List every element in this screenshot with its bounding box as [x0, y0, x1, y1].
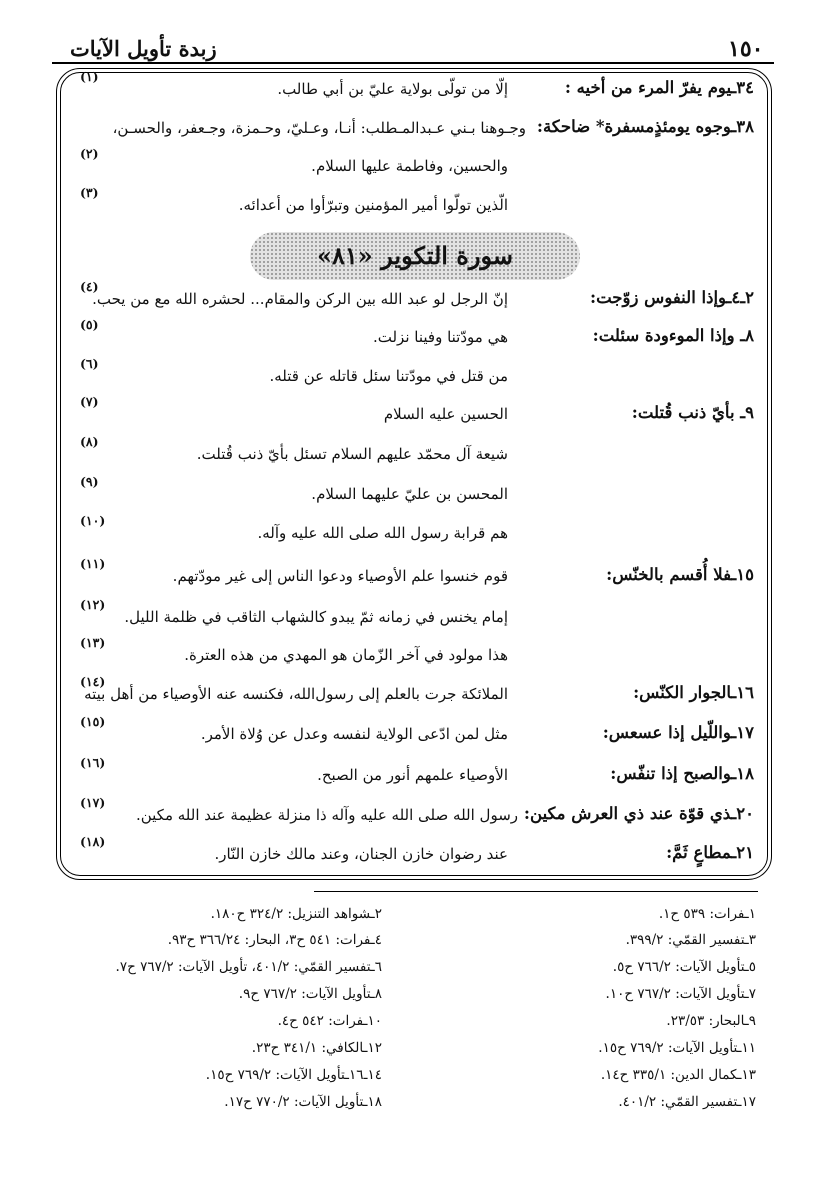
commentary-text: هي مودّتنا وفينا نزلت.	[372, 328, 508, 346]
footnote: ٤ـفرات: ٥٤١ ح٣، البحار: ٣٦٦/٢٤ ح٩٣.	[167, 932, 382, 948]
entry-row	[80, 356, 754, 395]
commentary-text: من قتل في مودّتنا سئل قاتله عن قتله.	[269, 367, 508, 385]
footnote: ١٣ـكمال الدين: ٣٣٥/١ ح١٤.	[600, 1067, 756, 1083]
commentary-text: إمام يخنس في زمانه ثمّ يبدو كالشهاب الثاقب في ظلمة الليل.	[124, 608, 508, 626]
footnote-ref: (١٨)	[80, 834, 106, 849]
commentary-text: الملائكة جرت بالعلم إلى رسول‌الله، فكنسه عنه الأوصياء من أهل بيته	[84, 685, 508, 703]
footnote: ١٠ـفرات: ٥٤٢ ح٤.	[277, 1013, 382, 1029]
entry-row	[80, 279, 754, 318]
entry-row	[80, 146, 754, 185]
footnote-ref: (٩)	[80, 474, 99, 489]
footnote-rule	[314, 891, 758, 892]
footnote-ref: (١١)	[80, 556, 106, 571]
verse-label: ٢١ـمطاعٍ ثَمَّ:	[666, 843, 754, 862]
entry-row	[80, 117, 754, 147]
entry-row	[80, 597, 754, 636]
footnote-ref: (٦)	[80, 356, 99, 371]
verse-label: ١٧ـواللّيل إذا عسعس:	[602, 723, 754, 742]
footnote: ٦ـتفسير القمّي: ٤٠١/٢، تأويل الآيات: ٧٦٧/٢ ح٧.	[115, 959, 382, 975]
commentary-text: وجـوهنا بـني عـبدالمـطلب: أنـا، وعـليّ، وحـمزة، وجـعفر، والحسـن،	[112, 119, 526, 137]
commentary-text: الحسين عليه السلام	[383, 405, 508, 423]
commentary-text: المحسن بن عليّ عليهما السلام.	[311, 485, 508, 503]
verse-label: ٣٤ـيوم يفرّ المرء من أخيه :	[564, 78, 754, 97]
header-rule	[52, 62, 774, 64]
verse-label: ٢ـ٤ـوإذا النفوس زوّجت:	[590, 288, 754, 307]
footnote-ref: (٣)	[80, 185, 99, 200]
entry-row	[80, 795, 754, 834]
commentary-text: شيعة آل محمّد عليهم السلام تسئل بأيّ ذنب قُتلت.	[196, 445, 508, 463]
footnote-ref: (١٠)	[80, 513, 106, 528]
footnote: ٩ـالبحار: ٢٣/٥٣.	[666, 1013, 756, 1029]
commentary-text: هذا مولود في آخر الزّمان هو المهدي من هذه العترة.	[184, 646, 508, 664]
verse-label: ٣٨ـوجوه يومئذٍمسفرة* ضاحكة:	[536, 117, 754, 136]
verse-label: ٩ـ بأيّ ذنب قُتلت:	[631, 403, 754, 422]
entry-row	[80, 185, 754, 224]
surah-title: سورة التكوير «٨١»	[317, 241, 513, 270]
entry-row	[80, 474, 754, 513]
entry-row	[80, 317, 754, 356]
footnote: ١٨ـتأويل الآيات: ٧٧٠/٢ ح١٧.	[224, 1094, 382, 1110]
footnote: ٣ـتفسير القمّي: ٣٩٩/٢.	[625, 932, 756, 948]
footnote: ١ـفرات: ٥٣٩ ح١.	[658, 906, 756, 922]
footnote-ref: (١٥)	[80, 714, 106, 729]
footnote: ٢ـشواهد التنزيل: ٣٢٤/٢ ح١٨٠.	[210, 906, 382, 922]
footnote: ١١ـتأويل الآيات: ٧٦٩/٢ ح١٥.	[598, 1040, 756, 1056]
footnote-ref: (٢)	[80, 146, 99, 161]
footnote: ١٤ـ١٦ـتأويل الآيات: ٧٦٩/٢ ح١٥.	[205, 1067, 382, 1083]
footnote-ref: (١٤)	[80, 674, 106, 689]
content-frame-inner	[60, 72, 768, 876]
verse-label: ٨ـ وإذا الموءودة سئلت:	[592, 326, 754, 345]
entry-row	[80, 674, 754, 713]
verse-label: ٢٠ـذي قوّة عند ذي العرش مكين:	[523, 804, 754, 823]
commentary-text: إلّا من تولّى بولاية عليّ بن أبي طالب.	[277, 80, 508, 98]
footnote-ref: (١٢)	[80, 597, 106, 612]
commentary-text: عند رضوان خازن الجنان، وعند مالك خازن النّار.	[214, 845, 508, 863]
footnote-ref: (١)	[80, 69, 99, 84]
footnote: ١٧ـتفسير القمّي: ٤٠١/٢.	[618, 1094, 756, 1110]
entry-row	[80, 635, 754, 674]
entry-row	[80, 556, 754, 595]
commentary-text: والحسين، وفاطمة عليها السلام.	[311, 157, 508, 175]
footnote: ١٢ـالكافي: ٣٤١/١ ح٢٣.	[251, 1040, 382, 1056]
commentary-text: هم قرابة رسول الله صلى الله عليه وآله.	[257, 524, 508, 542]
running-title: زبدة تأويل الآيات	[70, 36, 217, 61]
entry-row	[80, 69, 754, 108]
footnote: ٨ـتأويل الآيات: ٧٦٧/٢ ح٩.	[238, 986, 382, 1002]
verse-label: ١٦ـالجوار الكنّس:	[633, 683, 754, 702]
commentary-text: الّذين تولّوا أمير المؤمنين وتبرّأوا من أعدائه.	[238, 196, 508, 214]
verse-label: ١٥ـفلا أُقسم بالخنّس:	[606, 565, 754, 584]
commentary-text: الأوصياء علمهم أنور من الصبح.	[317, 766, 508, 784]
entry-row	[80, 513, 754, 552]
commentary-text: مثل لمن ادّعى الولاية لنفسه وعدل عن وُلاة الأمر.	[200, 725, 508, 743]
entry-row	[80, 434, 754, 473]
footnote-ref: (٧)	[80, 394, 99, 409]
footnote-ref: (٨)	[80, 434, 99, 449]
footnote-ref: (١٦)	[80, 755, 106, 770]
footnote-ref: (١٣)	[80, 635, 106, 650]
page-number: ١٥٠	[728, 36, 764, 62]
entry-row	[80, 755, 754, 794]
commentary-text: رسول الله صلى الله عليه وآله ذا منزلة عظيمة عند الله مكين.	[135, 806, 518, 824]
footnote: ٥ـتأويل الآيات: ٧٦٦/٢ ح٥.	[612, 959, 756, 975]
footnote-ref: (١٧)	[80, 795, 106, 810]
commentary-text: إنّ الرجل لو عبد الله بين الركن والمقام... لحشره الله مع من يحب.	[92, 290, 508, 308]
footnote-ref: (٥)	[80, 317, 99, 332]
footnote: ٧ـتأويل الآيات: ٧٦٧/٢ ح١٠.	[605, 986, 756, 1002]
entry-row	[80, 714, 754, 753]
verse-label: ١٨ـوالصبح إذا تنفّس:	[610, 764, 754, 783]
footnote-ref: (٤)	[80, 279, 99, 294]
entry-row	[80, 834, 754, 873]
commentary-text: قوم خنسوا علم الأوصياء ودعوا الناس إلى غير مودّتهم.	[172, 567, 508, 585]
entry-row	[80, 394, 754, 433]
